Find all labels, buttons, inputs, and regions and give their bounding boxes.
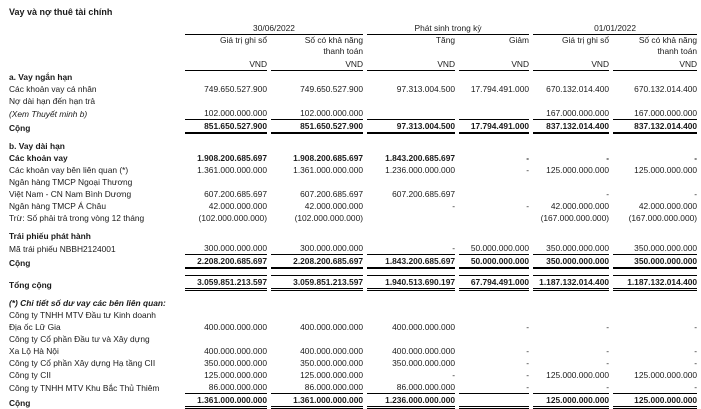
value-cell: (102.000.000.000) <box>198 213 267 223</box>
column-header <box>185 35 267 57</box>
value-cell <box>459 71 529 83</box>
value-cell: 1.940.513.690.197 <box>367 275 455 291</box>
value-cell <box>367 176 455 188</box>
table-row <box>6 242 697 255</box>
value-cell <box>533 230 609 242</box>
value-cell <box>459 188 529 200</box>
value-cell <box>613 309 697 321</box>
value-cell: - <box>694 346 698 356</box>
row-label: Cộng <box>9 123 31 133</box>
group-header-phatsinh: Phát sinh trong kỳ <box>367 22 529 35</box>
value-cell: 607.200.685.697 <box>204 189 267 199</box>
column-header <box>459 35 529 57</box>
value-cell: - <box>613 381 697 394</box>
table-row <box>6 369 697 381</box>
row-label: Trái phiếu phát hành <box>9 231 91 241</box>
column-header-line2 <box>367 46 455 57</box>
row-label: a. Vay ngắn hạn <box>9 72 73 82</box>
value-cell <box>185 333 267 345</box>
value-cell: 350.000.000.000 <box>392 358 456 368</box>
value-cell: 125.000.000.000 <box>546 165 610 175</box>
value-cell <box>271 309 363 321</box>
row-label: Các khoản vay cá nhân <box>9 84 97 94</box>
table-row <box>6 212 697 224</box>
row-label: Ngân hàng TMCP Ngoại Thương <box>9 177 133 187</box>
value-cell: - <box>526 165 530 175</box>
column-header <box>533 35 609 57</box>
table-row <box>6 164 697 176</box>
row-label: Cộng <box>9 398 31 408</box>
value-cell: - <box>526 201 530 211</box>
value-cell: 125.000.000.000 <box>634 165 698 175</box>
value-cell: 1.361.000.000.000 <box>197 165 267 175</box>
value-cell: 125.000.000.000 <box>300 370 364 380</box>
value-cell <box>271 333 363 345</box>
value-cell: 837.132.014.400 <box>533 120 609 134</box>
row-label: Công ty Cổ phần Đầu tư và Xây dựng <box>9 334 150 344</box>
value-cell: 670.132.014.400 <box>634 84 698 94</box>
column-header-line1: Số có khả năng <box>638 35 698 45</box>
value-cell: 3.059.851.213.597 <box>271 275 363 291</box>
row-label: Công ty TNHH MTV Khu Bắc Thủ Thiêm <box>9 383 160 393</box>
value-cell: 97.313.004.500 <box>396 84 456 94</box>
table-row <box>6 333 697 345</box>
table-row <box>6 275 697 291</box>
value-cell: 167.000.000.000 <box>533 107 609 120</box>
table-row <box>6 120 697 134</box>
value-cell <box>613 71 697 83</box>
value-cell <box>459 140 529 152</box>
column-header-line2 <box>533 46 609 57</box>
value-cell <box>271 140 363 152</box>
table-row <box>6 309 697 321</box>
column-header-line2: thanh toán <box>657 46 698 56</box>
value-cell: - <box>526 346 530 356</box>
value-cell: - <box>606 189 610 199</box>
group-header-3006: 30/06/2022 <box>185 22 363 35</box>
value-cell <box>613 333 697 345</box>
value-cell <box>367 95 455 107</box>
row-label: Xa Lộ Hà Nội <box>9 346 59 356</box>
value-cell <box>613 176 697 188</box>
value-cell: 350.000.000.000 <box>613 242 697 255</box>
value-cell <box>367 140 455 152</box>
value-cell <box>367 333 455 345</box>
value-cell: 42.000.000.000 <box>638 201 698 211</box>
unit-cell: VND <box>533 57 609 71</box>
value-cell: - <box>526 153 530 163</box>
value-cell: 97.313.004.500 <box>367 120 455 134</box>
value-cell: 102.000.000.000 <box>271 107 363 120</box>
value-cell: 300.000.000.000 <box>185 242 267 255</box>
row-label: Công ty TNHH MTV Đầu tư Kinh doanh <box>9 310 156 320</box>
value-cell: 67.794.491.000 <box>459 275 529 291</box>
table-row <box>6 297 697 309</box>
column-header-row <box>6 35 697 57</box>
value-cell <box>613 140 697 152</box>
column-header-line1: Số có khả năng <box>304 35 364 45</box>
column-header-line1: Tăng <box>435 35 456 45</box>
value-cell: 2.208.200.685.697 <box>271 255 363 269</box>
value-cell: 2.208.200.685.697 <box>185 255 267 269</box>
value-cell: 607.200.685.697 <box>300 189 364 199</box>
value-cell <box>533 297 609 309</box>
value-cell: 1.187.132.014.400 <box>613 275 697 291</box>
value-cell: 350.000.000.000 <box>533 242 609 255</box>
row-label: (Xem Thuyết minh b) <box>9 109 88 119</box>
table-body <box>6 71 697 409</box>
corner-cell <box>6 57 181 71</box>
value-cell: 1.236.000.000.000 <box>385 165 456 175</box>
value-cell: 1.843.200.685.697 <box>367 255 455 269</box>
value-cell: 350.000.000.000 <box>533 255 609 269</box>
value-cell: - <box>526 370 530 380</box>
table-row <box>6 255 697 269</box>
value-cell: (167.000.000.000) <box>628 213 698 223</box>
value-cell: - <box>606 346 610 356</box>
column-header <box>271 35 363 57</box>
value-cell <box>613 95 697 107</box>
value-cell <box>271 297 363 309</box>
row-label: Các khoản vay <box>9 153 68 163</box>
value-cell: 86.000.000.000 <box>185 381 267 394</box>
column-header-line2 <box>459 46 529 57</box>
value-cell: 42.000.000.000 <box>208 201 267 211</box>
row-label: Tổng cộng <box>9 280 52 290</box>
table-row <box>6 200 697 212</box>
column-header-line1: Giảm <box>509 35 530 45</box>
row-label: Ngân hàng TMCP Á Châu <box>9 201 106 211</box>
value-cell: - <box>459 381 529 394</box>
table-row <box>6 95 697 107</box>
value-cell: 125.000.000.000 <box>634 370 698 380</box>
value-cell: 17.794.491.000 <box>470 84 530 94</box>
value-cell: 400.000.000.000 <box>204 322 267 332</box>
table-row <box>6 345 697 357</box>
value-cell: 400.000.000.000 <box>300 346 364 356</box>
column-header-line1: Giá trị ghi sổ <box>219 35 267 45</box>
row-label: b. Vay dài hạn <box>9 141 65 151</box>
value-cell: - <box>694 358 698 368</box>
value-cell <box>271 95 363 107</box>
value-cell: - <box>533 381 609 394</box>
table-row <box>6 152 697 164</box>
unit-cell: VND <box>613 57 697 71</box>
value-cell: 42.000.000.000 <box>304 201 364 211</box>
table-row <box>6 188 697 200</box>
value-cell: 1.187.132.014.400 <box>533 275 609 291</box>
value-cell: 1.236.000.000.000 <box>367 394 455 409</box>
value-cell <box>459 230 529 242</box>
value-cell <box>613 297 697 309</box>
value-cell: 86.000.000.000 <box>271 381 363 394</box>
value-cell <box>459 309 529 321</box>
value-cell: 851.650.527.900 <box>185 120 267 134</box>
value-cell <box>459 107 529 120</box>
value-cell <box>533 71 609 83</box>
row-label: Nợ dài hạn đến hạn trả <box>9 96 96 106</box>
value-cell <box>367 107 455 120</box>
value-cell: 125.000.000.000 <box>533 394 609 409</box>
value-cell: 50.000.000.000 <box>459 242 529 255</box>
value-cell: - <box>694 153 698 163</box>
table-row <box>6 140 697 152</box>
value-cell <box>459 394 529 409</box>
value-cell <box>533 333 609 345</box>
value-cell <box>533 140 609 152</box>
value-cell <box>271 71 363 83</box>
group-header-row <box>6 22 697 35</box>
table-row <box>6 394 697 409</box>
value-cell <box>533 95 609 107</box>
page-title: Vay và nợ thuê tài chính <box>9 7 113 17</box>
row-label: Mã trái phiếu NBBH2124001 <box>9 244 116 254</box>
group-header-0101: 01/01/2022 <box>533 22 697 35</box>
loans-table <box>2 22 701 409</box>
table-row <box>6 107 697 120</box>
corner-cell <box>6 35 181 57</box>
value-cell: (167.000.000.000) <box>540 213 610 223</box>
value-cell: 125.000.000.000 <box>613 394 697 409</box>
value-cell: - <box>452 370 456 380</box>
value-cell <box>459 95 529 107</box>
corner-cell <box>6 22 181 35</box>
row-label: Công ty CII <box>9 370 51 380</box>
value-cell <box>185 297 267 309</box>
value-cell: 1.361.000.000.000 <box>185 394 267 409</box>
value-cell <box>533 309 609 321</box>
column-header-line1: Giá trị ghi sổ <box>562 35 610 45</box>
row-label: Việt Nam - CN Nam Bình Dương <box>9 189 132 199</box>
table-row <box>6 176 697 188</box>
value-cell <box>185 309 267 321</box>
value-cell: 125.000.000.000 <box>204 370 267 380</box>
value-cell: 17.794.491.000 <box>459 120 529 134</box>
value-cell: 670.132.014.400 <box>546 84 610 94</box>
value-cell: 1.843.200.685.697 <box>385 153 456 163</box>
table-row <box>6 357 697 369</box>
table-row <box>6 381 697 394</box>
value-cell: 3.059.851.213.597 <box>185 275 267 291</box>
row-label: Các khoản vay bên liên quan (*) <box>9 165 129 175</box>
value-cell <box>459 176 529 188</box>
value-cell <box>459 212 529 224</box>
value-cell: - <box>694 322 698 332</box>
value-cell: - <box>606 358 610 368</box>
value-cell: 1.361.000.000.000 <box>271 394 363 409</box>
value-cell: - <box>606 153 610 163</box>
value-cell <box>185 230 267 242</box>
value-cell: 749.650.527.900 <box>204 84 267 94</box>
column-header-line2: thanh toán <box>323 46 364 56</box>
value-cell: 400.000.000.000 <box>392 346 456 356</box>
value-cell <box>459 297 529 309</box>
value-cell: 350.000.000.000 <box>204 358 267 368</box>
value-cell: 42.000.000.000 <box>550 201 610 211</box>
table-row <box>6 71 697 83</box>
value-cell: 851.650.527.900 <box>271 120 363 134</box>
value-cell: 1.908.200.685.697 <box>293 153 364 163</box>
value-cell: - <box>367 242 455 255</box>
value-cell: 300.000.000.000 <box>271 242 363 255</box>
unit-cell: VND <box>459 57 529 71</box>
value-cell: - <box>526 358 530 368</box>
value-cell: 50.000.000.000 <box>459 255 529 269</box>
row-label: Công ty Cổ phần Xây dựng Hạ tầng CII <box>9 358 156 368</box>
column-header-line2 <box>185 46 267 57</box>
value-cell: 749.650.527.900 <box>300 84 364 94</box>
value-cell: - <box>452 201 456 211</box>
value-cell: 350.000.000.000 <box>613 255 697 269</box>
value-cell: - <box>694 189 698 199</box>
value-cell <box>271 230 363 242</box>
value-cell: 1.908.200.685.697 <box>197 153 267 163</box>
value-cell: 400.000.000.000 <box>204 346 267 356</box>
row-label: Trừ: Số phải trả trong vòng 12 tháng <box>9 213 145 223</box>
value-cell <box>367 297 455 309</box>
unit-cell: VND <box>271 57 363 71</box>
value-cell: 400.000.000.000 <box>300 322 364 332</box>
row-label: (*) Chi tiết số dư vay các bên liên quan: <box>9 298 166 308</box>
value-cell <box>185 176 267 188</box>
value-cell <box>367 212 455 224</box>
value-cell: 400.000.000.000 <box>392 322 456 332</box>
value-cell <box>185 95 267 107</box>
row-label: Cộng <box>9 258 31 268</box>
table-row <box>6 230 697 242</box>
value-cell: 350.000.000.000 <box>300 358 364 368</box>
value-cell: (102.000.000.000) <box>294 213 364 223</box>
value-cell: - <box>606 322 610 332</box>
value-cell <box>367 309 455 321</box>
value-cell: 1.361.000.000.000 <box>293 165 364 175</box>
value-cell <box>533 176 609 188</box>
value-cell <box>367 71 455 83</box>
value-cell: 125.000.000.000 <box>546 370 610 380</box>
value-cell <box>367 230 455 242</box>
unit-row <box>6 57 697 71</box>
value-cell <box>613 230 697 242</box>
column-header <box>367 35 455 57</box>
value-cell: 86.000.000.000 <box>367 381 455 394</box>
column-header <box>613 35 697 57</box>
table-row <box>6 321 697 333</box>
value-cell <box>185 140 267 152</box>
table-row <box>6 83 697 95</box>
unit-cell: VND <box>367 57 455 71</box>
value-cell: 837.132.014.400 <box>613 120 697 134</box>
row-label: Địa ốc Lữ Gia <box>9 322 61 332</box>
unit-cell: VND <box>185 57 267 71</box>
value-cell: 102.000.000.000 <box>185 107 267 120</box>
value-cell: 167.000.000.000 <box>613 107 697 120</box>
value-cell: - <box>526 322 530 332</box>
value-cell: 607.200.685.697 <box>392 189 456 199</box>
value-cell <box>185 71 267 83</box>
value-cell <box>459 333 529 345</box>
value-cell <box>271 176 363 188</box>
